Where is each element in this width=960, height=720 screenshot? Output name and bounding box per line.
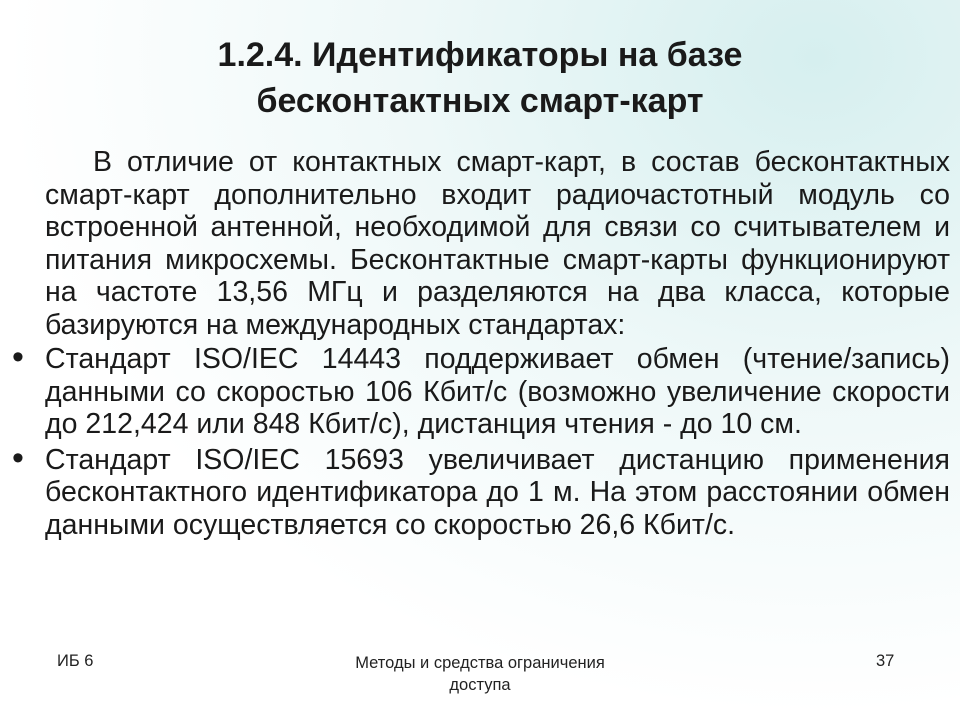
page-number: 37 — [876, 652, 895, 670]
slide-title-line-1: 1.2.4. Идентификаторы на базе — [217, 36, 743, 74]
intro-paragraph: В отличие от контактных смарт-карт, в состав бесконтактных смарт-карт дополнительно входит радиочастотный модуль со встроенной антенной, необходимой для связи со считывателем и питания микросхемы. Бесконтактные смарт-карты функционируют на частоте 13,56 МГц и разделяются на два класса, которые базируются на международных стандартах: — [45, 146, 950, 341]
bullet-icon: • — [12, 438, 24, 477]
footer-course: ИБ 6 — [57, 652, 94, 670]
bullet-icon: • — [12, 338, 24, 376]
bullet-item — [12, 438, 950, 542]
footer-topic — [330, 652, 630, 696]
bullet-text: Стандарт ISO/IEC 14443 поддерживает обмен (чтение/запись) данными со скоростью 106 Кбит/с (возможно увеличение скорости до 212,424 или 848 Кбит/с), дистанция чтения - до 10 см. — [45, 343, 950, 440]
slide-footer — [0, 650, 960, 720]
footer-topic-line-1: Методы и средства ограничения — [355, 654, 605, 672]
slide-title-line-2: бесконтактных смарт-карт — [256, 82, 704, 120]
bullet-item — [12, 338, 950, 441]
slide-title — [150, 32, 810, 124]
footer-topic-line-2: доступа — [449, 676, 511, 694]
bullet-text: Стандарт ISO/IEC 15693 увеличивает дистанцию применения бесконтактного идентификатора до 1 м. На этом расстоянии обмен данными осуществляется со скоростью 26,6 Кбит/с. — [45, 443, 950, 541]
slide-body — [12, 146, 950, 541]
